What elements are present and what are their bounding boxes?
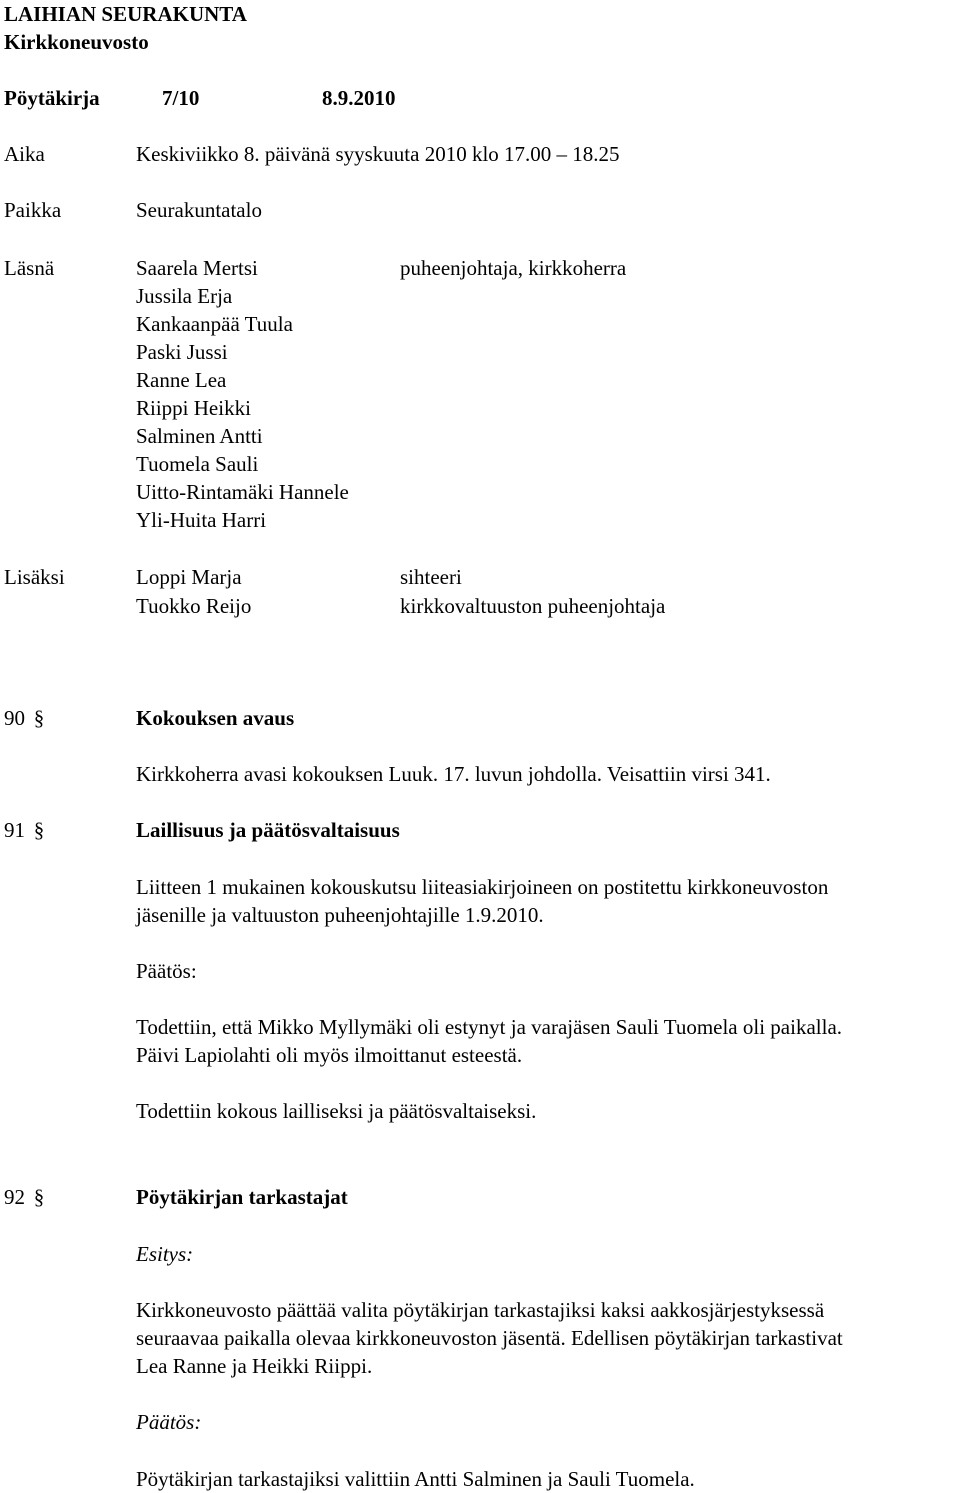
decision-label: Päätös: [136, 1410, 202, 1434]
present-role: puheenjohtaja, kirkkoherra [400, 256, 627, 280]
proposal-text: Lea Ranne ja Heikki Riippi. [136, 1354, 373, 1378]
also-label: Lisäksi [4, 565, 65, 589]
section-sign-icon: § [33, 706, 45, 730]
decision-text: Pöytäkirjan tarkastajiksi valittiin Antti Salminen ja Sauli Tuomela. [136, 1467, 695, 1491]
present-name: Salminen Antti [136, 424, 263, 448]
section-text: Liitteen 1 mukainen kokouskutsu liiteasiakirjoineen on postitettu kirkkoneuvoston [136, 875, 829, 899]
section-number: 91 [4, 818, 25, 842]
body-name: Kirkkoneuvosto [4, 30, 149, 54]
proposal-text: Kirkkoneuvosto päättää valita pöytäkirjan tarkastajiksi kaksi aakkosjärjestyksessä [136, 1298, 825, 1322]
org-name: LAIHIAN SEURAKUNTA [4, 2, 247, 26]
section-text: jäsenille ja valtuuston puheenjohtajille 1.9.2010. [136, 903, 544, 927]
decision-label: Päätös: [136, 959, 197, 983]
section-sign-icon: § [33, 1185, 45, 1209]
also-name: Loppi Marja [136, 565, 242, 589]
time-label: Aika [4, 142, 45, 166]
time-value: Keskiviikko 8. päivänä syyskuuta 2010 klo 17.00 – 18.25 [136, 142, 620, 166]
doc-number: 7/10 [162, 86, 200, 110]
doc-type: Pöytäkirja [4, 86, 100, 110]
present-name: Ranne Lea [136, 368, 227, 392]
place-label: Paikka [4, 198, 62, 222]
doc-date: 8.9.2010 [322, 86, 396, 110]
present-name: Saarela Mertsi [136, 256, 258, 280]
also-role: kirkkovaltuuston puheenjohtaja [400, 594, 666, 618]
decision-text: Todettiin, että Mikko Myllymäki oli estynyt ja varajäsen Sauli Tuomela oli paikalla. [136, 1015, 843, 1039]
section-number: 92 [4, 1185, 25, 1209]
decision-text: Päivi Lapiolahti oli myös ilmoittanut esteestä. [136, 1043, 523, 1067]
present-name: Paski Jussi [136, 340, 228, 364]
also-name: Tuokko Reijo [136, 594, 252, 618]
section-text: Kirkkoherra avasi kokouksen Luuk. 17. luvun johdolla. Veisattiin virsi 341. [136, 762, 771, 786]
proposal-text: seuraavaa paikalla olevaa kirkkoneuvoston jäsentä. Edellisen pöytäkirjan tarkastivat [136, 1326, 843, 1350]
present-name: Uitto-Rintamäki Hannele [136, 480, 349, 504]
section-sign-icon: § [33, 818, 45, 842]
present-name: Riippi Heikki [136, 396, 251, 420]
place-value: Seurakuntatalo [136, 198, 262, 222]
present-name: Tuomela Sauli [136, 452, 259, 476]
present-label: Läsnä [4, 256, 55, 280]
present-name: Kankaanpää Tuula [136, 312, 293, 336]
section-title: Laillisuus ja päätösvaltaisuus [136, 818, 400, 842]
present-name: Jussila Erja [136, 284, 233, 308]
section-number: 90 [4, 706, 25, 730]
decision-text: Todettiin kokous lailliseksi ja päätösvaltaiseksi. [136, 1099, 537, 1123]
also-role: sihteeri [400, 565, 462, 589]
proposal-label: Esitys: [136, 1242, 194, 1266]
section-title: Pöytäkirjan tarkastajat [136, 1185, 348, 1209]
section-title: Kokouksen avaus [136, 706, 295, 730]
present-name: Yli-Huita Harri [136, 508, 267, 532]
